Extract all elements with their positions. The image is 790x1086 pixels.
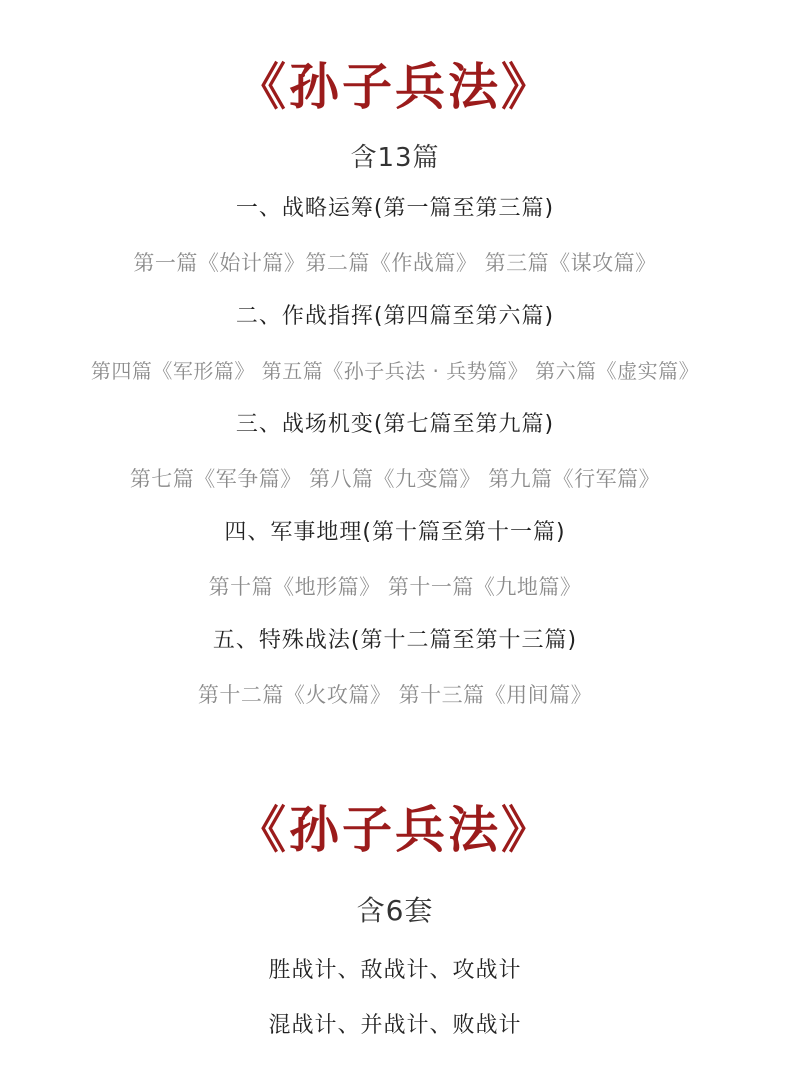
- section-subtitle: 含13篇: [350, 143, 440, 173]
- section-subtitle: 含6套: [356, 894, 434, 927]
- group-chapters: 第四篇《军形篇》 第五篇《孙子兵法 · 兵势篇》 第六篇《虚实篇》: [90, 359, 700, 383]
- stratagem-line: 胜战计、敌战计、攻战计: [268, 958, 522, 983]
- group-heading: 五、特殊战法(第十二篇至第十三篇): [212, 628, 578, 653]
- group-chapters: 第七篇《军争篇》 第八篇《九变篇》 第九篇《行军篇》: [129, 467, 661, 491]
- group-heading: 一、战略运筹(第一篇至第三篇): [235, 196, 555, 221]
- stratagem-line: 混战计、并战计、败战计: [268, 1013, 522, 1038]
- group-heading: 三、战场机变(第七篇至第九篇): [235, 412, 555, 437]
- group-chapters: 第十篇《地形篇》 第十一篇《九地篇》: [208, 575, 582, 599]
- group-chapters: 第一篇《始计篇》第二篇《作战篇》 第三篇《谋攻篇》: [133, 251, 657, 275]
- group-heading: 四、军事地理(第十篇至第十一篇): [224, 520, 566, 545]
- group-chapters: 第十二篇《火攻篇》 第十三篇《用间篇》: [197, 683, 593, 707]
- section-title: 《孙子兵法》: [236, 57, 554, 116]
- group-heading: 二、作战指挥(第四篇至第六篇): [235, 304, 555, 329]
- section-title: 《孙子兵法》: [236, 800, 554, 859]
